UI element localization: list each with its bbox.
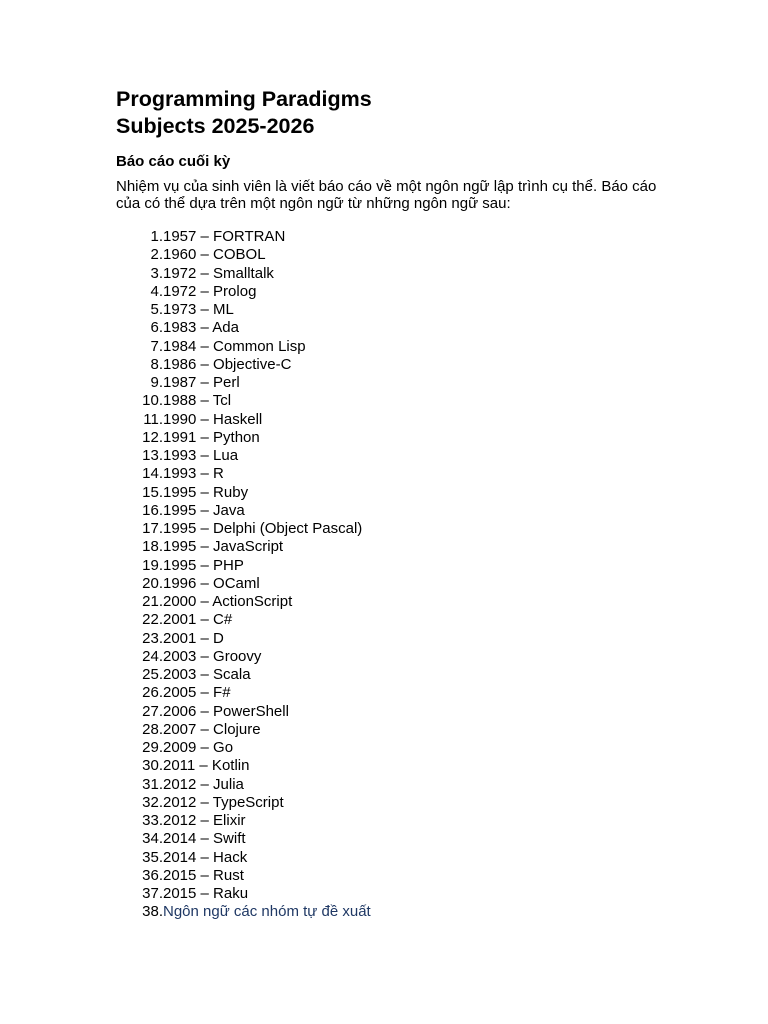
document-title-line-2: Subjects 2025-2026 <box>116 114 315 138</box>
list-item-text: 1996 – OCaml <box>163 574 260 592</box>
list-item <box>116 903 371 921</box>
list-item-text: 2003 – Scala <box>163 666 251 683</box>
list-item-number: 8. <box>150 355 163 373</box>
list-item-text: 1991 – Python <box>163 428 260 446</box>
list-item <box>116 319 371 337</box>
list-item-text: 2011 – Kotlin <box>163 757 250 775</box>
list-item <box>116 520 371 538</box>
list-item-text: 2001 – D <box>163 629 224 647</box>
list-item <box>116 757 371 775</box>
list-item-text: 2014 – Hack <box>163 848 248 866</box>
list-item-number: 22. <box>142 611 163 629</box>
list-item-number: 9. <box>150 374 163 391</box>
list-item-number: 25. <box>142 666 163 683</box>
list-item-number: 4. <box>150 282 163 300</box>
list-item-text: 1960 – COBOL <box>163 246 266 264</box>
list-item-text: 2012 – Elixir <box>163 812 246 829</box>
list-item-text: 1990 – Haskell <box>163 410 263 428</box>
list-item-number: 12. <box>142 428 163 446</box>
list-item-text: 1993 – Lua <box>163 447 239 464</box>
list-item-text: 1988 – Tcl <box>163 392 232 410</box>
list-item-text: 2003 – Groovy <box>163 647 262 665</box>
list-item-text: 1995 – PHP <box>163 556 244 574</box>
list-item-number: 20. <box>142 574 163 592</box>
list-item <box>116 557 371 575</box>
list-item <box>116 739 371 757</box>
list-item <box>116 611 371 629</box>
list-item <box>116 684 371 702</box>
list-item-number: 30. <box>142 757 163 775</box>
list-item <box>116 484 371 502</box>
list-item-number: 37. <box>142 885 163 902</box>
list-item-text: 2009 – Go <box>163 739 234 756</box>
list-item <box>116 392 371 410</box>
list-item <box>116 867 371 885</box>
list-item <box>116 465 371 483</box>
list-item-number: 13. <box>142 447 163 464</box>
list-item-text: 1986 – Objective-C <box>163 355 292 373</box>
list-item-text: 2015 – Rust <box>163 866 244 884</box>
document-page <box>116 86 676 921</box>
list-item-text: 2006 – PowerShell <box>163 702 289 720</box>
list-item <box>116 776 371 794</box>
list-item-text: 1972 – Smalltalk <box>163 264 274 282</box>
list-item <box>116 794 371 812</box>
list-item <box>116 575 371 593</box>
list-item-number: 7. <box>150 337 163 355</box>
list-item-text: 2000 – ActionScript <box>163 593 293 610</box>
list-item-text: 2014 – Swift <box>163 830 246 848</box>
list-item-number: 16. <box>142 501 163 519</box>
intro-paragraph: Nhiệm vụ của sinh viên là viết báo cáo về một ngôn ngữ lập trình cụ thể. Báo cáo của có thể dựa trên một ngôn ngữ từ những ngôn ngữ sau: <box>116 178 657 212</box>
list-item-number: 27. <box>142 702 163 720</box>
list-item <box>116 538 371 556</box>
list-item-text: 1983 – Ada <box>163 319 239 337</box>
list-item-text: 2012 – Julia <box>163 775 244 793</box>
list-item <box>116 830 371 848</box>
list-item <box>116 593 371 611</box>
list-item <box>116 356 371 374</box>
list-item-number: 5. <box>150 301 163 318</box>
list-item-text: 1995 – Java <box>163 501 245 519</box>
list-item-number: 29. <box>142 739 163 756</box>
list-item-number: 3. <box>150 264 163 282</box>
list-item <box>116 502 371 520</box>
list-item-text: 2012 – TypeScript <box>163 793 284 811</box>
list-item <box>116 411 371 429</box>
list-item-number: 11. <box>143 410 163 428</box>
list-item <box>116 283 371 301</box>
list-item <box>116 849 371 867</box>
list-item <box>116 429 371 447</box>
list-item-number: 33. <box>142 812 163 829</box>
list-item <box>116 721 371 739</box>
list-item <box>116 265 371 283</box>
list-item-number: 17. <box>142 520 163 537</box>
list-item-number: 14. <box>142 465 163 483</box>
list-item <box>116 812 371 830</box>
list-item-number: 19. <box>142 556 163 574</box>
list-item <box>116 885 371 903</box>
list-item-text: 1972 – Prolog <box>163 282 257 300</box>
list-item-number: 23. <box>142 629 163 647</box>
list-item-text: 1995 – JavaScript <box>163 538 284 556</box>
list-item-text: 1987 – Perl <box>163 374 240 391</box>
list-item-text: 1995 – Delphi (Object Pascal) <box>163 520 363 537</box>
list-item-number: 31. <box>142 775 163 793</box>
list-item <box>116 301 371 319</box>
list-item <box>116 648 371 666</box>
list-item <box>116 246 371 264</box>
list-item-number: 15. <box>142 483 163 501</box>
list-item-text: 2005 – F# <box>163 684 231 702</box>
list-item-text: 1984 – Common Lisp <box>163 337 306 355</box>
list-item <box>116 447 371 465</box>
list-item-number: 32. <box>142 793 163 811</box>
list-item <box>116 338 371 356</box>
language-list <box>116 228 371 922</box>
list-item-number: 34. <box>142 830 163 848</box>
list-item-text: 2015 – Raku <box>163 885 249 902</box>
list-item-number: 21. <box>142 593 163 610</box>
list-item-text: 1995 – Ruby <box>163 483 249 501</box>
list-item-number: 10. <box>142 392 163 410</box>
list-item <box>116 228 371 246</box>
list-item-text: 1993 – R <box>163 465 224 483</box>
list-item-text: Ngôn ngữ các nhóm tự đề xuất <box>163 903 371 921</box>
list-item-number: 6. <box>150 319 163 337</box>
list-item-number: 2. <box>150 246 163 264</box>
list-item <box>116 666 371 684</box>
list-item-text: 2007 – Clojure <box>163 720 261 738</box>
list-item-number: 18. <box>142 538 163 556</box>
list-item-number: 28. <box>142 720 163 738</box>
list-item-number: 35. <box>142 848 163 866</box>
list-item <box>116 703 371 721</box>
list-item-text: 1973 – ML <box>163 301 234 318</box>
list-item-number: 38. <box>142 903 163 921</box>
list-item <box>116 630 371 648</box>
list-item-number: 26. <box>142 684 163 702</box>
list-item-text: 2001 – C# <box>163 611 233 629</box>
list-item-number: 1. <box>150 228 163 245</box>
section-heading: Báo cáo cuối kỳ <box>116 153 231 170</box>
list-item <box>116 374 371 392</box>
list-item-text: 1957 – FORTRAN <box>163 228 286 245</box>
list-item-number: 24. <box>142 647 163 665</box>
document-title-line-1: Programming Paradigms <box>116 87 372 111</box>
list-item-number: 36. <box>142 866 163 884</box>
